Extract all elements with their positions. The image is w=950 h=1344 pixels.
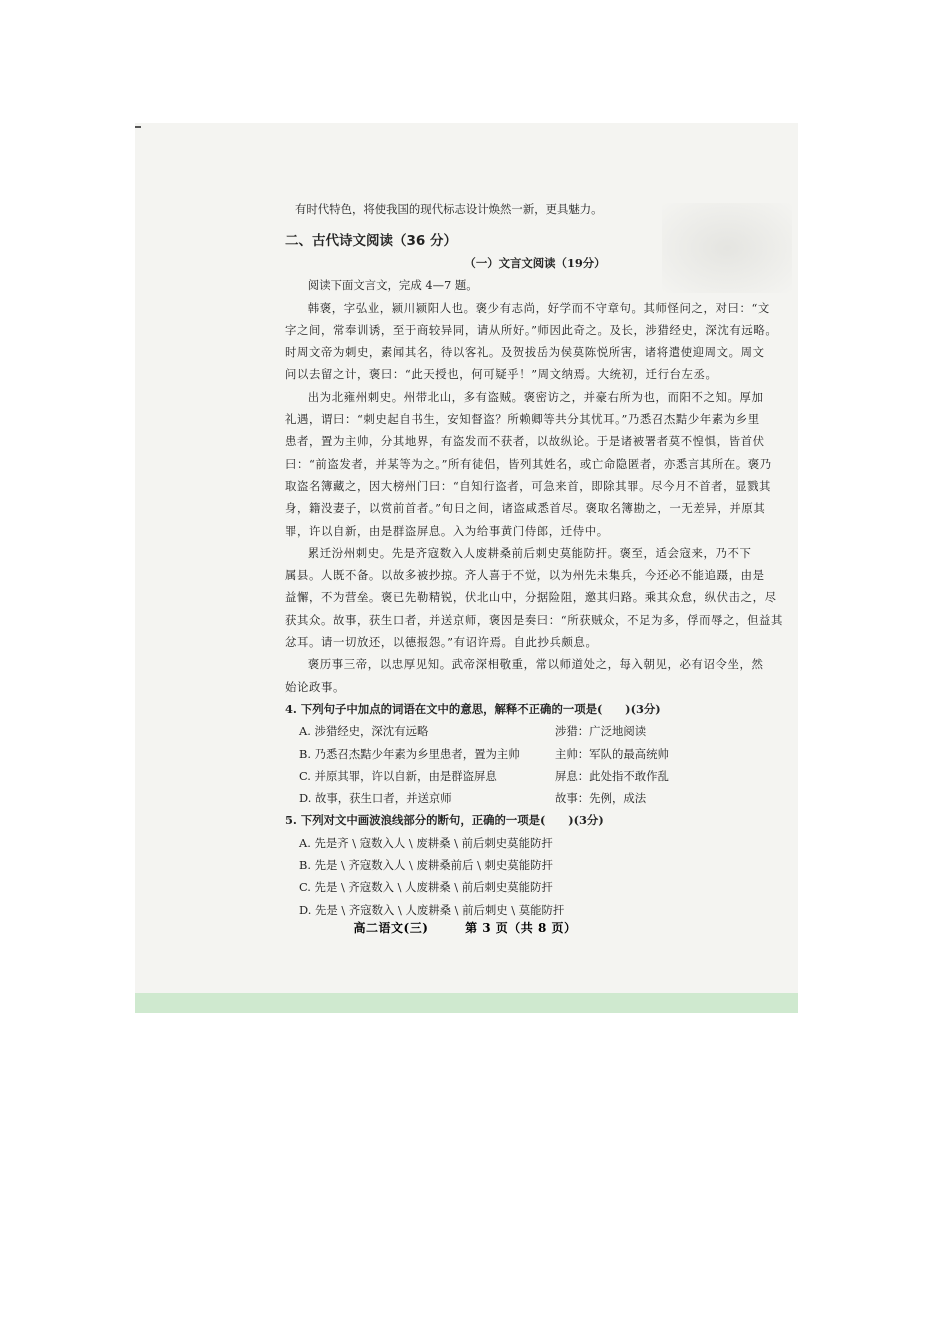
option-sentence: B. 乃悉召杰黠少年素为乡里患者，置为主帅 bbox=[299, 746, 520, 761]
option-gloss: 主帅：军队的最高统帅 bbox=[555, 746, 669, 761]
instruction: 阅读下面文言文，完成 4—7 题。 bbox=[307, 278, 478, 293]
passage-line: 曰：“前盗发者，并某等为之。”所有徒侣，皆列其姓名，或亡命隐匿者，亦悉言其所在。褒乃 bbox=[285, 456, 772, 471]
scan-mark bbox=[135, 126, 141, 128]
footer-subject: 高二语文(三) bbox=[353, 921, 429, 935]
option-sentence: D. 故事，获生口者，并送京师 bbox=[299, 791, 452, 806]
passage-line: 患者，置为主帅，分其地界，有盗发而不获者，以故纵论。于是诸被署者莫不惶惧，皆首伏 bbox=[285, 434, 765, 449]
page-footer bbox=[265, 919, 665, 936]
passage-line: 出为北雍州刺史。州带北山，多有盗贼。褒密访之，并豪右所为也，而阳不之知。厚加 bbox=[307, 389, 764, 404]
passage-line: 身，籍没妻子，以赏前首者。”旬日之间，诸盗咸悉首尽。褒取名簿勘之，一无差异，并原其 bbox=[285, 501, 766, 516]
option-c bbox=[285, 765, 785, 787]
passage-line: 褒历事三帝，以忠厚见知。武帝深相敬重，常以师道处之，每入朝见，必有诏令坐，然 bbox=[307, 657, 764, 672]
intro-line: 有时代特色，将使我国的现代标志设计焕然一新，更具魅力。 bbox=[295, 202, 603, 216]
passage-line: 时周文帝为刺史，素闻其名，待以客礼。及贺拔岳为侯莫陈悦所害，诸将遣使迎周文。周文 bbox=[285, 345, 765, 360]
passage-line: 获其众。故事，获生口者，并送京师，褒因是奏曰：“所获贼众，不足为多，俘而辱之，但益其 bbox=[285, 612, 784, 627]
option-d bbox=[285, 787, 785, 809]
passage-line: 忿耳。请一切放还，以德报怨。”有诏许焉。自此抄兵颇息。 bbox=[285, 635, 598, 650]
option-gloss: 故事：先例，成法 bbox=[555, 791, 647, 806]
sub-heading: （一）文言文阅读（19分） bbox=[464, 256, 606, 271]
passage-line: 始论政事。 bbox=[285, 679, 345, 694]
green-band bbox=[135, 993, 798, 1013]
option-gloss: 屏息：此处指不敢作乱 bbox=[555, 768, 669, 783]
passage-line: 取盗名簿藏之，因大榜州门曰：“自知行盗者，可急来首，即除其罪。尽今月不首者，显戮其 bbox=[285, 478, 772, 493]
option-b: B. 先是 \ 齐寇数入人 \ 废耕桑前后 \ 刺史莫能防扞 bbox=[299, 858, 553, 873]
option-sentence: A. 涉猎经史，深沈有远略 bbox=[299, 724, 429, 739]
footer-page-number: 第 3 页（共 8 页） bbox=[465, 921, 577, 935]
passage-line: 韩褒，字弘业，颍川颍阳人也。褒少有志尚，好学而不守章句。其师怪问之，对曰：“文 bbox=[307, 300, 770, 315]
passage-paragraph bbox=[285, 297, 785, 386]
passage-line: 益懈，不为营垒。褒已先勒精锐，伏北山中，分据险阻，邀其归路。乘其众怠，纵伏击之，尽 bbox=[285, 590, 777, 605]
option-sentence: C. 并原其罪，许以自新，由是群盗屏息 bbox=[299, 768, 497, 783]
passage bbox=[285, 297, 785, 698]
option-d: D. 先是 \ 齐寇数入 \ 人废耕桑 \ 前后刺史 \ 莫能防扞 bbox=[299, 902, 565, 917]
question-stem: 4. 下列句子中加点的词语在文中的意思，解释不正确的一项是( )(3分) bbox=[285, 701, 661, 716]
passage-line: 罪，许以自新，由是群盗屏息。入为给事黄门侍郎，迁侍中。 bbox=[285, 523, 609, 538]
question-stem: 5. 下列对文中画波浪线部分的断句，正确的一项是( )(3分) bbox=[285, 813, 604, 828]
question-4 bbox=[285, 698, 785, 809]
option-a bbox=[285, 720, 785, 742]
passage-paragraph bbox=[285, 542, 785, 653]
question-5 bbox=[285, 809, 785, 920]
passage-paragraph bbox=[285, 386, 785, 542]
passage-line: 字之间，常奉训诱，至于商较异同，请从所好。”师因此奇之。及长，涉猎经史，深沈有远略。 bbox=[285, 322, 778, 337]
passage-line: 属县。人既不备。以故多被抄掠。齐人喜于不觉，以为州先未集兵，今还必不能追蹑，由是 bbox=[285, 568, 765, 583]
page-content bbox=[285, 198, 785, 921]
passage-paragraph bbox=[285, 653, 785, 698]
option-c: C. 先是 \ 齐寇数入 \ 人废耕桑 \ 前后刺史莫能防扞 bbox=[299, 880, 553, 895]
option-gloss: 涉猎：广泛地阅读 bbox=[555, 724, 647, 739]
scanned-page bbox=[135, 123, 798, 1013]
option-a: A. 先是齐 \ 寇数入人 \ 废耕桑 \ 前后刺史莫能防扞 bbox=[299, 835, 553, 850]
passage-line: 问以去留之计，褒曰：“此天授也，何可疑乎！”周文纳焉。大统初，迁行台左丞。 bbox=[285, 367, 718, 382]
option-b bbox=[285, 743, 785, 765]
passage-line: 礼遇，谓曰：“刺史起自书生，安知督盗？所赖卿等共分其忧耳。”乃悉召杰黠少年素为乡里 bbox=[285, 412, 760, 427]
passage-line: 累迁汾州刺史。先是齐寇数入人废耕桑前后刺史莫能防扞。褒至，适会寇来，乃不下 bbox=[307, 545, 752, 560]
section-heading: 二、古代诗文阅读（36 分） bbox=[285, 233, 457, 250]
